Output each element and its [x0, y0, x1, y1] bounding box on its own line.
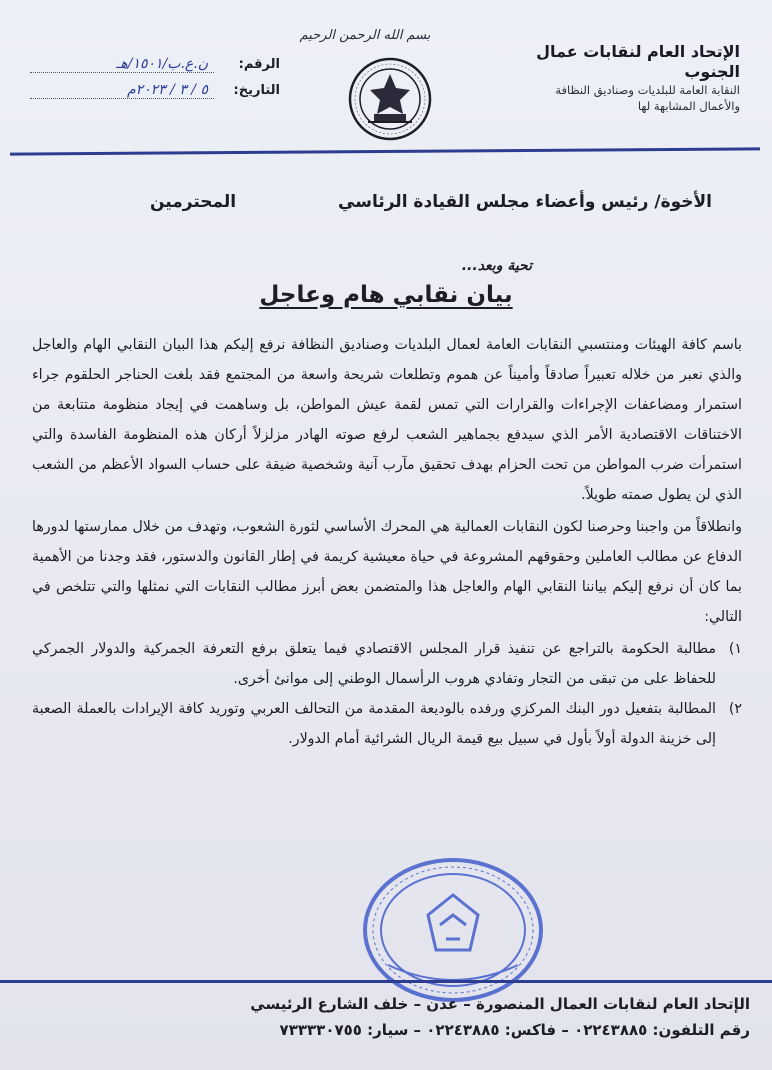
- footer-divider: [0, 980, 772, 983]
- reference-value: ن.ع.ب/١٥٠١/هـ: [30, 56, 214, 73]
- demand-item-2: [32, 694, 742, 754]
- statement-title: بيان نقابي هام وعاجل: [259, 282, 513, 308]
- addressee-honorific: المحترمين: [150, 192, 237, 212]
- header-divider: [10, 147, 760, 155]
- body-paragraph-2: وانطلاقاً من واجبنا وحرصنا لكون النقابات العمالية هي المحرك الأساسي لثورة الشعوب، وتهدف من خلال ممارستها لدورها الدفاع عن مطالب العاملين وحقوقهم المشروعة في حياة معيشية كريمة في إطار القانون والدستور، فقد وجدنا من الأهمية بما كان أن نرفع إليكم بياننا النقابي الهام والعاجل هذا والمتضمن بعض أبرز مطالب النقابات التي نمثلها والتي تتلخص في التالي:: [32, 519, 742, 625]
- org-name: الإتحاد العام لنقابات عمال الجنوب: [536, 42, 740, 81]
- reference-block: [30, 56, 280, 108]
- basmala: بسم الله الرحمن الرحيم: [299, 28, 431, 43]
- demand-text: المطالبة بتفعيل دور البنك المركزي ورفده بالوديعة المقدمة من التحالف العربي وتوريد كافة الإيرادات بالعملة الصعبة إلى خزينة الدولة أولاً بأول في سبيل بيع قيمة الريال الشرائية أمام الدولار.: [32, 701, 716, 747]
- union-logo-emblem: [338, 56, 442, 142]
- body-paragraph-1: باسم كافة الهيئات ومنتسبي النقابات العامة لعمال البلديات وصناديق النظافة نرفع إليكم هذا البيان النقابي الهام والعاجل والذي نعبر من خلاله تعبيراً صادقاً وأميناً عن هموم وتطلعات شريحة واسعة من المجتمع فقد بلغت الحناجر الحلقوم جراء استمرار ومضاعفات الإجراءات والقرارات التي تمس لقمة عيش المواطن، بل وساهمت في إيجاد منظومة متتابعة من الاختناقات الاقتصادية الأمر الذي سيدفع بجماهير الشعب لرفع صوته الهادر مزلزلاً أركان هذه المنظومة الفاسدة والتي استمرأت ضرب المواطن من تحت الحزام بهدف تحقيق مآرب آنية وشخصية ضيقة على حساب السواد الأعظم من الشعب الذي لن يطول صمته طويلاً.: [32, 337, 742, 503]
- reference-label: الرقم:: [238, 57, 280, 72]
- statement-body: [32, 330, 742, 754]
- demand-text: مطالبة الحكومة بالتراجع عن تنفيذ قرار المجلس الاقتصادي فيما يتعلق برفع التعرفة الجمركية والدولار الجمركي للحفاظ على من تبقى من التجار وتفادي هروب الرأسمال الوطني إلى موانئ أخرى.: [32, 641, 716, 687]
- demand-number: ١): [728, 641, 742, 657]
- reference-number-row: [30, 56, 280, 82]
- addressee: الأخوة/ رئيس وأعضاء مجلس القيادة الرئاسي: [338, 192, 712, 212]
- greeting: تحية وبعد...: [461, 258, 532, 274]
- org-subtitle-1: النقابة العامة للبلديات وصناديق النظافة: [555, 83, 740, 97]
- demand-item-1: [32, 634, 742, 694]
- org-subtitle-2: والأعمال المشابهة لها: [637, 99, 740, 113]
- footer: [10, 992, 750, 1044]
- date-row: [30, 82, 280, 108]
- footer-address: الإتحاد العام لنقابات العمال المنصورة – عدن – خلف الشارع الرئيسي: [250, 995, 750, 1013]
- footer-phones: رقم التلفون: ٠٢٢٤٣٨٨٥ – فاكس: ٠٢٢٤٣٨٨٥ – سيار: ٧٣٣٣٣٠٧٥٥: [279, 1021, 750, 1039]
- addressee-line: [150, 192, 712, 212]
- date-label: التاريخ:: [233, 83, 280, 98]
- demand-number: ٢): [728, 701, 742, 717]
- letterhead-organization: [480, 42, 740, 114]
- date-value: ٥ / ٣ / ٢٠٢٣م: [30, 82, 214, 99]
